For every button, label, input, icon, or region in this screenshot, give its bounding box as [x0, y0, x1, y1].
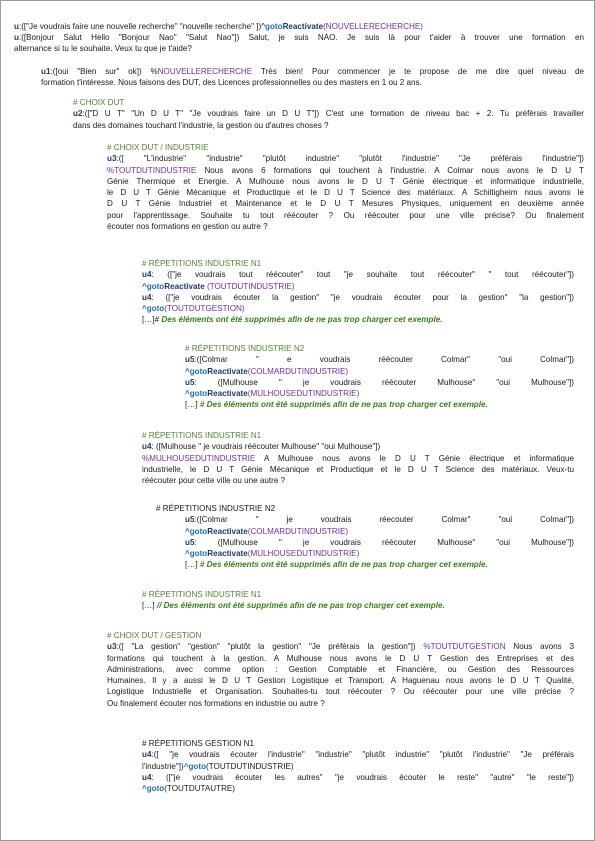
rule-variable: (MULHOUSEDUTINDUSTRIE) [247, 389, 360, 399]
rule-pattern: :([ "je voudrais écouter l'industrie" "industrie" "plutôt industrie" "plutôt l'industrie" "Je préférais [151, 750, 574, 760]
rule-text: A Mulhouse nous avons le D U T Génie électrique et informatique [255, 453, 574, 463]
rule-tag: u4 [142, 292, 152, 302]
rule-pattern: :(["Je voudrais faire une nouvelle recherche" "nouvelle recherche" ])^ [18, 22, 266, 31]
goto-keyword: goto [265, 22, 283, 31]
rule-text-continued: dans des domaines touchant l'industrie, la gestion ou d'autres choses ? [73, 120, 329, 130]
goto-keyword: ^goto [183, 761, 207, 771]
rule-pattern: : (["je voudrais écouter les autres" "je voudrais écouter le reste" "autre" "le reste"]) [151, 772, 574, 782]
omission-note: // Des éléments ont été supprimés afin de ne pas trop charger cet exemple. [156, 601, 445, 611]
section-heading: # RÉPETITIONS INDUSTRIE N1 [142, 431, 262, 440]
section-heading: # RÉPETITIONS INDUSTRIE N2 [156, 504, 276, 513]
rule-tag: u5 [185, 377, 195, 387]
rule-variable: (COLMARDUTINDUSTRIE) [247, 366, 349, 376]
rule-tag: u4 [142, 772, 152, 782]
omission-note: # Des éléments ont été supprimés afin de ne pas trop charger cet exemple. [199, 400, 488, 410]
section-heading: # RÉPETITIONS INDUSTRIE N2 [185, 344, 305, 353]
section-choix-dut-gestion [107, 630, 574, 709]
rule-variable: %TOUTDUTGESTION [423, 642, 506, 652]
rule-pattern: :([ "La gestion" "gestion" "plutôt la gestion" "Je préfèrais la gestion"]) [116, 642, 424, 652]
rule-text: :([Bonjour Salut Hello "Bonjour Nao" "Salut Nao"]) Salut, je suis NAO. Je suis là pour t'aider à trouver une formation en [18, 33, 584, 42]
rule-pattern: :([Colmar " e voudrais réécouter Colmar" "oui Colmar"]) [194, 355, 574, 365]
rule-text: Nous avons 6 formations qui touchent à l'industrie. A Colmar nous avons le D U T [196, 165, 584, 175]
goto-keyword: ^goto [142, 281, 165, 291]
goto-keyword: ^goto [185, 549, 208, 559]
rule-text-line: formations qui touchent à la gestion. A Mulhouse nous avons le D U T Gestion des Entreprises et des [107, 653, 574, 663]
rule-tag: u4 [142, 270, 152, 280]
rule-text: Nous avons 3 [505, 642, 574, 652]
ellipsis-marker: […]# [142, 315, 162, 325]
ellipsis-marker: […] [185, 560, 200, 570]
rule-text-line: Logistique Industrielle et Organisation. Souhaites-tu tout réécouter ? Ou réécouter pour une ville précise ? [107, 687, 574, 697]
rule-tag: u2 [73, 109, 83, 119]
section-repetitions-industrie-n2-b [156, 503, 574, 571]
rule-tag: u5 [185, 515, 195, 525]
rule-variable: (TOUTDUTINDUSTRIE) [206, 761, 294, 771]
reactivate-keyword: Reactivate [207, 389, 248, 399]
rule-tag: u3 [107, 154, 117, 164]
rule-pattern: : (["je voudrais tout réécouter" tout "je souhaite tout réécouter" " tout réécouter"]) [151, 270, 574, 280]
section-repetitions-gestion-n1 [142, 738, 574, 794]
rule-pattern: : ([Mulhouse " je voudrais réécouter Mulhouse" "oui Mulhouse"]) [194, 537, 574, 547]
ellipsis-marker: […] [142, 601, 157, 611]
rule-accept-help [41, 66, 584, 89]
section-heading: # RÉPETITIONS GESTION N1 [142, 739, 254, 748]
omission-note: # Des éléments ont été supprimés afin de ne pas trop charger cet exemple. [199, 560, 488, 570]
rule-variable: NOUVELLERECHERCHE [157, 67, 253, 76]
ellipsis-marker: […] [185, 400, 200, 410]
rule-text-line: Génie Thermique et Energie. A Mulhouse nous avons le D U T Génie électrique et informatique industrielle, [107, 176, 584, 186]
rule-tag: u5 [185, 537, 195, 547]
rule-pattern: :([ "L'industrie" "industrie" "plutôt industrie" "plutôt l'industrie" "Je préférais l'industrie"]) [116, 154, 584, 164]
rule-text-line: Ou finalement écouter nos formations en industrie ou autre ? [107, 698, 325, 708]
rule-pattern: :([oui "Bien sur" ok]) % [50, 67, 158, 76]
rule-pattern-continued: l'industrie"]) [142, 761, 184, 771]
goto-keyword: ^goto [185, 389, 208, 399]
rule-text-line: écouter nos formations en gestion ou autre ? [107, 222, 268, 232]
rule-text: Très bien! Pour commencer je te propose de me dire quel niveau de [252, 67, 584, 76]
rule-variable: %MULHOUSEDUTINDUSTRIE [142, 453, 256, 463]
rule-tag: u4 [142, 750, 152, 760]
reactivate-keyword: Reactivate [282, 22, 324, 31]
section-repetitions-industrie-n1-mulhouse [142, 430, 574, 486]
rule-variable: (TOUTDUTAUTRE) [164, 784, 236, 794]
rule-tag: u3 [107, 642, 117, 652]
section-heading: # CHOIX DUT / GESTION [107, 631, 202, 640]
reactivate-keyword: Reactivate [207, 549, 248, 559]
rule-pattern: :([Colmar " je voudrais réecouter Colmar" "oui Colmar"]) [194, 515, 574, 525]
rule-tag: u4 [142, 442, 152, 452]
section-heading: # CHOIX DUT / INDUSTRIE [107, 143, 209, 152]
rule-pattern: : (["je voudrais écouter la gestion" "je voudrais écouter pour la gestion" "la gestion"]) [151, 292, 574, 302]
rule-variable: (NOUVELLERECHERCHE) [323, 22, 423, 31]
rule-new-search [14, 21, 584, 32]
rule-tag: u1 [41, 67, 51, 76]
section-repetitions-industrie-n1 [142, 258, 574, 326]
rule-text-line: D U T Génie Industriel et Maintenance et le D U T Mesures Physiques, uniquement en deuxième année [107, 199, 584, 209]
goto-keyword: ^goto [142, 304, 165, 314]
rule-tag: u5 [185, 355, 195, 365]
rule-variable: %TOUTDUTINDUSTRIE [107, 165, 197, 175]
goto-keyword: ^goto [142, 784, 165, 794]
rule-pattern: : ([Mulhouse " je voudrais réécouter Mulhouse" "oui Mulhouse"]) [194, 377, 574, 387]
section-heading: # RÉPETITIONS INDUSTRIE N1 [142, 259, 262, 268]
section-choix-dut-industrie [107, 142, 584, 232]
goto-keyword: ^goto [185, 366, 208, 376]
rule-greeting [14, 32, 584, 55]
rule-text: :(["D U T" "Un D U T" "Je voudrais faire un D U T"]) C'est une formation de niveau bac + 2. Tu préfèrais travailler [82, 109, 584, 119]
rule-text-line: réécouter pour cette ville ou une autre ? [142, 476, 286, 486]
rule-text-line: pour l'apprentissage. Souhaite tu tout réécouter ? Ou réécouter pour une ville précise? Ou finalement [107, 210, 584, 220]
rule-text-line: le D U T Génie Mécanique et Productique et le D U T Science des matériaux. A Schiltigheim nous avons le [107, 188, 584, 198]
section-heading: # RÉPETITIONS INDUSTRIE N1 [142, 590, 262, 599]
rule-tag: u [14, 33, 19, 42]
section-choix-dut [73, 97, 584, 131]
section-repetitions-industrie-n2 [185, 343, 574, 411]
reactivate-keyword: Reactivate [164, 281, 205, 291]
rule-text-line: industrielle, le D U T Génie Mécanique et Productique et le D U T Science des matériaux. Veux-tu [142, 464, 574, 474]
section-repetitions-industrie-n1-c [142, 589, 574, 612]
rule-tag: u [14, 22, 19, 31]
rule-pattern: : ([Mulhouse " je voudrais réécouter Mulhouse" "oui Mulhouse"]) [151, 442, 381, 452]
goto-keyword: ^goto [185, 526, 208, 536]
section-heading: # CHOIX DUT [73, 98, 125, 107]
rule-variable: (MULHOUSEDUTINDUSTRIE) [247, 549, 360, 559]
rule-variable: (TOUTDUTGESTION) [164, 304, 245, 314]
rule-text-line: Humaines. Il y a aussi le D U T Gestion Logistique et Transport. A Haguenau nous avons le D U T Qualité, [107, 676, 574, 686]
rule-text-line: Administrations, avec comme option : Gestion Comptable et Financière, ou Gestion des Ressources [107, 664, 574, 674]
rule-text-continued: alternance si tu le souhaite. Veux tu que je t'aide? [14, 44, 192, 54]
reactivate-keyword: Reactivate [207, 526, 248, 536]
rule-variable: (TOUTDUTINDUSTRIE) [204, 281, 295, 291]
reactivate-keyword: Reactivate [207, 366, 248, 376]
rule-text-continued: formation t'intéresse. Nous faisons des DUT, des Licences professionnelles ou des masters en 1 ou 2 ans. [41, 78, 422, 88]
omission-note: Des éléments ont été supprimés afin de ne pas trop charger cet exemple. [161, 315, 443, 325]
rule-variable: (COLMARDUTINDUSTRIE) [247, 526, 349, 536]
